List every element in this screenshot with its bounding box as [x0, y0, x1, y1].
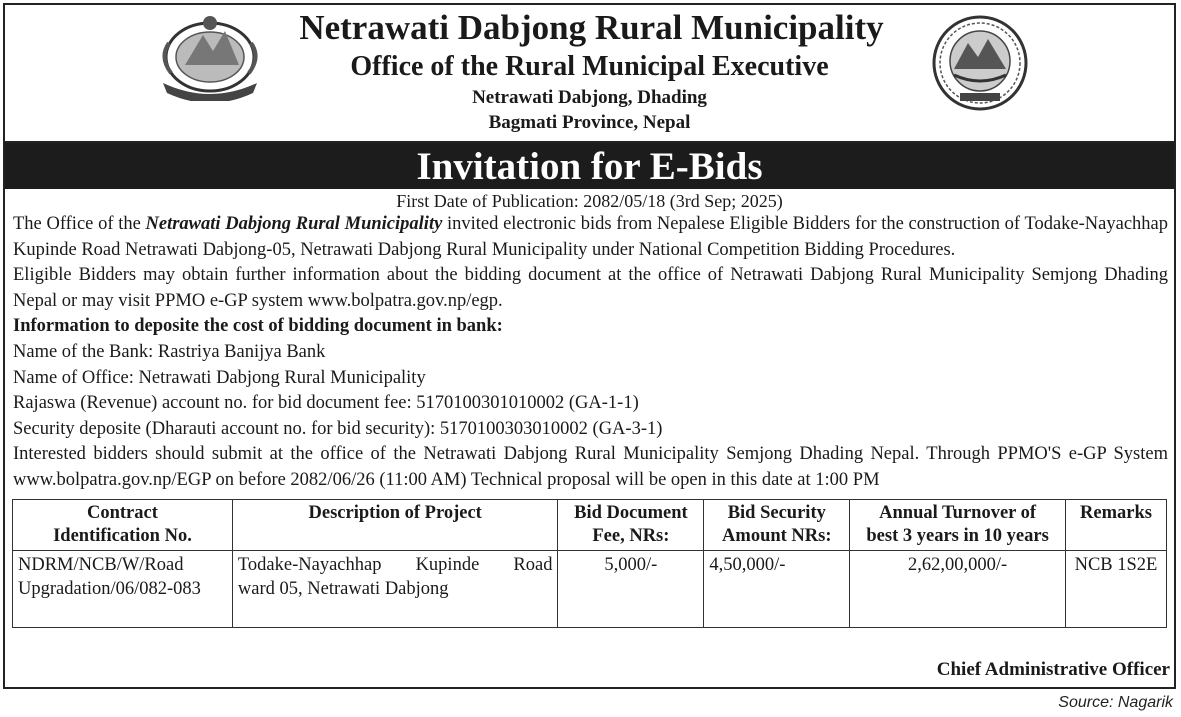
- revenue-account: Rajaswa (Revenue) account no. for bid document fee: 5170100301010002 (GA-1-1): [13, 393, 639, 414]
- page-title: Invitation for E-Bids: [5, 143, 1174, 189]
- header: [5, 5, 1174, 143]
- table-row: [13, 550, 1167, 627]
- signature: Chief Administrative Officer: [936, 659, 1170, 680]
- intro-paragraph: [13, 212, 1168, 263]
- table-header-row: [13, 499, 1167, 550]
- cell-remarks: NCB 1S2E: [1066, 550, 1167, 627]
- eligibility-paragraph: Eligible Bidders may obtain further information about the bidding document at the office of Netrawati Dabjong Rural Municipality Semjong Dhading Nepal or may visit PPMO e-GP system www.bolpatra.gov.np/egp.: [13, 265, 1168, 311]
- security-account: Security deposite (Dharauti account no. for bid security): 5170100303010002 (GA-3-1): [13, 418, 663, 439]
- col-remarks: Remarks: [1066, 499, 1167, 550]
- notice-frame: [3, 3, 1176, 689]
- col-bid-security: Bid Security Amount NRs:: [704, 499, 850, 550]
- intro-after: invited electronic bids from Nepalese Eligible Bidders for the construction of Todake-Nayachhap Kupinde Road Netrawati Dabjong-05, Netrawati Dabjong Rural Municipality under National Competition Bidding Procedures.: [13, 214, 1168, 260]
- intro-before: The Office of the: [13, 214, 146, 234]
- source-credit: Source: Nagarik: [1058, 694, 1173, 711]
- submission-paragraph: Interested bidders should submit at the office of the Netrawati Dabjong Rural Municipality Semjong Dhading Nepal. Through PPMO'S e-GP System www.bolpatra.gov.np/EGP on before 2082/06/26 (11:00 AM) Technical proposal will be open in this date at 1:00 PM: [13, 444, 1168, 490]
- cell-contract-id: NDRM/NCB/W/Road Upgradation/06/082-083: [13, 550, 233, 627]
- bank-heading: Information to deposite the cost of bidding document in bank:: [13, 316, 503, 337]
- cell-description: Todake-Nayachhap Kupinde Road ward 05, Netrawati Dabjong: [232, 550, 558, 627]
- cell-annual-turnover: 2,62,00,000/-: [850, 550, 1066, 627]
- col-description: Description of Project: [232, 499, 558, 550]
- col-contract-id: Contract Identification No.: [13, 499, 233, 550]
- notice-body: [5, 212, 1174, 494]
- office-account-name: Name of Office: Netrawati Dabjong Rural Municipality: [13, 367, 426, 388]
- address-line-2: Bagmati Province, Nepal: [488, 112, 691, 133]
- publication-date: First Date of Publication: 2082/05/18 (3rd Sep; 2025): [396, 191, 783, 211]
- cell-bid-security: 4,50,000/-: [704, 550, 850, 627]
- cell-bid-document-fee: 5,000/-: [558, 550, 704, 627]
- bank-name: Name of the Bank: Rastriya Banijya Bank: [13, 341, 326, 362]
- col-annual-turnover: Annual Turnover of best 3 years in 10 years: [850, 499, 1066, 550]
- municipality-logo-icon: [930, 13, 1030, 113]
- address-line-1: Netrawati Dabjong, Dhading: [472, 87, 707, 108]
- office-name: Office of the Rural Municipal Executive: [350, 51, 829, 82]
- col-bid-document-fee: Bid Document Fee, NRs:: [558, 499, 704, 550]
- organization-name: Netrawati Dabjong Rural Municipality: [299, 8, 884, 47]
- intro-entity: Netrawati Dabjong Rural Municipality: [145, 214, 443, 234]
- bid-table: [12, 499, 1167, 628]
